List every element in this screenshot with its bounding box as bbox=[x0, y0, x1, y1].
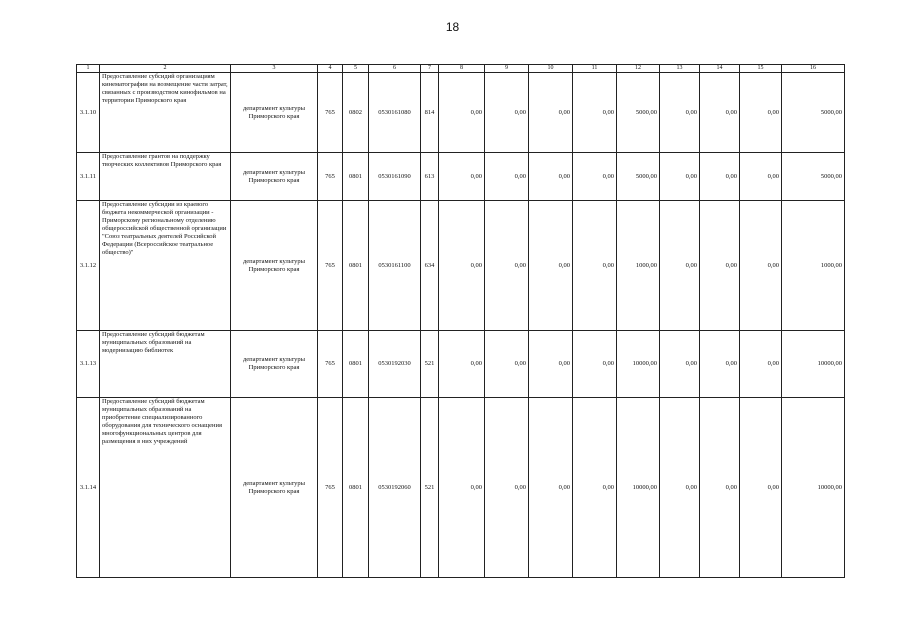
value-cell: 0,00 bbox=[740, 73, 782, 153]
value-cell: 0,00 bbox=[660, 73, 700, 153]
row-number: 3.1.12 bbox=[77, 201, 100, 331]
code-cell: 0801 bbox=[343, 398, 369, 578]
code-cell: 521 bbox=[421, 331, 439, 398]
row-number: 3.1.13 bbox=[77, 331, 100, 398]
value-cell: 0,00 bbox=[700, 73, 740, 153]
column-header: 13 bbox=[660, 65, 700, 73]
value-cell: 0,00 bbox=[439, 73, 485, 153]
responsible-department: департамент культуры Приморского края bbox=[231, 398, 318, 578]
value-cell: 10000,00 bbox=[617, 398, 660, 578]
value-cell: 1000,00 bbox=[617, 201, 660, 331]
value-cell: 0,00 bbox=[529, 153, 573, 201]
value-cell: 5000,00 bbox=[617, 153, 660, 201]
value-cell: 10000,00 bbox=[782, 398, 845, 578]
column-header: 12 bbox=[617, 65, 660, 73]
code-cell: 765 bbox=[318, 331, 343, 398]
value-cell: 0,00 bbox=[573, 398, 617, 578]
table-row bbox=[77, 331, 845, 398]
measure-name: Предоставление субсидий бюджетам муниципальных образований на модернизацию библиотек bbox=[100, 331, 231, 398]
value-cell: 0,00 bbox=[485, 153, 529, 201]
code-cell: 613 bbox=[421, 153, 439, 201]
value-cell: 0,00 bbox=[485, 201, 529, 331]
column-header: 6 bbox=[369, 65, 421, 73]
value-cell: 0,00 bbox=[439, 331, 485, 398]
column-header: 10 bbox=[529, 65, 573, 73]
table-row bbox=[77, 201, 845, 331]
column-header: 4 bbox=[318, 65, 343, 73]
value-cell: 0,00 bbox=[573, 73, 617, 153]
page-number: 18 bbox=[445, 20, 460, 34]
value-cell: 0,00 bbox=[485, 398, 529, 578]
code-cell: 0801 bbox=[343, 201, 369, 331]
value-cell: 0,00 bbox=[439, 398, 485, 578]
value-cell: 0,00 bbox=[529, 73, 573, 153]
code-cell: 0530161080 bbox=[369, 73, 421, 153]
code-cell: 765 bbox=[318, 201, 343, 331]
value-cell: 0,00 bbox=[700, 201, 740, 331]
code-cell: 765 bbox=[318, 398, 343, 578]
code-cell: 0530161090 bbox=[369, 153, 421, 201]
responsible-department: департамент культуры Приморского края bbox=[231, 73, 318, 153]
value-cell: 5000,00 bbox=[617, 73, 660, 153]
column-header: 8 bbox=[439, 65, 485, 73]
table-row bbox=[77, 398, 845, 578]
value-cell: 0,00 bbox=[660, 153, 700, 201]
value-cell: 0,00 bbox=[660, 201, 700, 331]
value-cell: 0,00 bbox=[700, 398, 740, 578]
code-cell: 521 bbox=[421, 398, 439, 578]
responsible-department: департамент культуры Приморского края bbox=[231, 153, 318, 201]
value-cell: 5000,00 bbox=[782, 153, 845, 201]
value-cell: 0,00 bbox=[660, 398, 700, 578]
value-cell: 1000,00 bbox=[782, 201, 845, 331]
value-cell: 0,00 bbox=[529, 331, 573, 398]
code-cell: 814 bbox=[421, 73, 439, 153]
value-cell: 0,00 bbox=[529, 398, 573, 578]
code-cell: 0530161100 bbox=[369, 201, 421, 331]
code-cell: 765 bbox=[318, 153, 343, 201]
code-cell: 0801 bbox=[343, 153, 369, 201]
value-cell: 0,00 bbox=[439, 201, 485, 331]
code-cell: 0801 bbox=[343, 331, 369, 398]
code-cell: 634 bbox=[421, 201, 439, 331]
table-row bbox=[77, 73, 845, 153]
code-cell: 0530192030 bbox=[369, 331, 421, 398]
row-number: 3.1.10 bbox=[77, 73, 100, 153]
value-cell: 0,00 bbox=[485, 331, 529, 398]
column-header: 14 bbox=[700, 65, 740, 73]
budget-table bbox=[76, 64, 845, 578]
column-header: 5 bbox=[343, 65, 369, 73]
measure-name: Предоставление грантов на поддержку творческих коллективов Приморского края bbox=[100, 153, 231, 201]
code-cell: 0802 bbox=[343, 73, 369, 153]
column-header: 9 bbox=[485, 65, 529, 73]
column-header: 11 bbox=[573, 65, 617, 73]
value-cell: 0,00 bbox=[485, 73, 529, 153]
value-cell: 0,00 bbox=[573, 201, 617, 331]
column-header: 7 bbox=[421, 65, 439, 73]
value-cell: 0,00 bbox=[439, 153, 485, 201]
value-cell: 0,00 bbox=[740, 153, 782, 201]
code-cell: 0530192060 bbox=[369, 398, 421, 578]
code-cell: 765 bbox=[318, 73, 343, 153]
responsible-department: департамент культуры Приморского края bbox=[231, 331, 318, 398]
value-cell: 0,00 bbox=[573, 331, 617, 398]
measure-name: Предоставление субсидий бюджетам муниципальных образований на приобретение специализированного оборудования для технического оснащения многофункциональных центров для размещения в них учреждений bbox=[100, 398, 231, 578]
column-header: 1 bbox=[77, 65, 100, 73]
column-header: 16 bbox=[782, 65, 845, 73]
column-header: 3 bbox=[231, 65, 318, 73]
responsible-department: департамент культуры Приморского края bbox=[231, 201, 318, 331]
measure-name: Предоставление субсидий организациям кинематографии на возмещение части затрат, связанных с производством кинофильмов на территории Приморского края bbox=[100, 73, 231, 153]
table-row bbox=[77, 153, 845, 201]
value-cell: 0,00 bbox=[740, 201, 782, 331]
value-cell: 0,00 bbox=[700, 331, 740, 398]
value-cell: 0,00 bbox=[740, 331, 782, 398]
value-cell: 0,00 bbox=[529, 201, 573, 331]
value-cell: 5000,00 bbox=[782, 73, 845, 153]
value-cell: 0,00 bbox=[700, 153, 740, 201]
row-number: 3.1.14 bbox=[77, 398, 100, 578]
row-number: 3.1.11 bbox=[77, 153, 100, 201]
column-header: 2 bbox=[100, 65, 231, 73]
measure-name: Предоставление субсидии из краевого бюджета некоммерческой организации - Приморскому региональному отделению общероссийской общественной организации "Союз театральных деятелей Российской Федерации (Всероссийское театральное общество)" bbox=[100, 201, 231, 331]
column-header: 15 bbox=[740, 65, 782, 73]
value-cell: 0,00 bbox=[573, 153, 617, 201]
value-cell: 10000,00 bbox=[617, 331, 660, 398]
value-cell: 10000,00 bbox=[782, 331, 845, 398]
value-cell: 0,00 bbox=[740, 398, 782, 578]
value-cell: 0,00 bbox=[660, 331, 700, 398]
header-row bbox=[77, 65, 845, 73]
